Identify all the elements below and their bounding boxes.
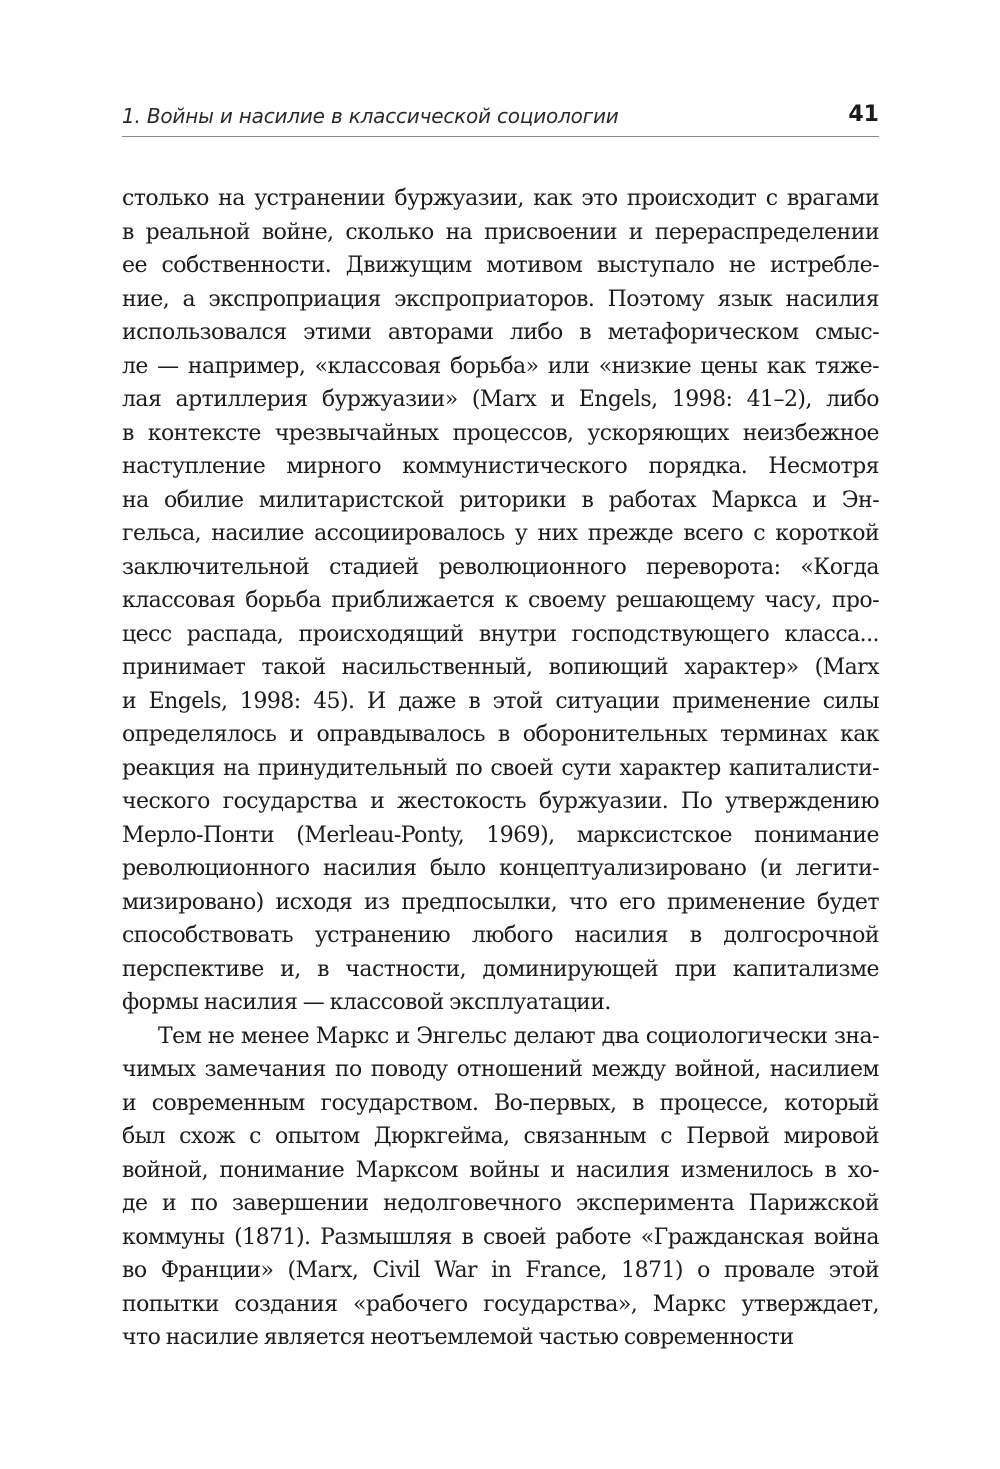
paragraph	[122, 1020, 879, 1355]
text-line: наступление мирного коммунистического порядка. Несмотря	[122, 454, 879, 479]
text-line: Мерло-Понти (Merleau-Ponty, 1969), марксистское понимание	[122, 822, 879, 848]
text-line: и современным государством. Во-первых, в процессе, который	[122, 1090, 879, 1116]
text-line: что насилие является неотъемлемой частью современности	[122, 1325, 794, 1350]
text-line: ческого государства и жестокость буржуазии. По утверждению	[122, 789, 879, 814]
body-text	[122, 182, 879, 1355]
text-line: использовался этими авторами либо в метафорическом смыс-	[122, 320, 879, 345]
text-line: гельса, насилие ассоциировалось у них прежде всего с короткой	[122, 521, 879, 546]
text-line: революционного насилия было концептуализировано (и легити-	[122, 856, 879, 881]
text-line: коммуны (1871). Размышляя в своей работе «Гражданская война	[122, 1224, 879, 1250]
text-line: войной, понимание Марксом войны и насилия изменилось в хо-	[122, 1157, 879, 1183]
text-line: ле — например, «классовая борьба» или «низкие цены как тяже-	[122, 353, 879, 379]
text-line: формы насилия — классовой эксплуатации.	[122, 990, 611, 1015]
text-line: лая артиллерия буржуазии» (Marx и Engels, 1998: 41–2), либо	[122, 387, 879, 412]
text-line: ее собственности. Движущим мотивом выступало не истребле-	[122, 253, 879, 278]
running-header	[122, 100, 879, 137]
text-line: цесс распада, происходящий внутри господствующего класса...	[122, 621, 879, 647]
text-line: мизировано) исходя из предпосылки, что его применение будет	[122, 889, 879, 915]
text-line: перспективе и, в частности, доминирующей при капитализме	[122, 956, 879, 982]
text-line: и Engels, 1998: 45). И даже в этой ситуации применение силы	[122, 688, 879, 714]
text-line: реакция на принудительный по своей сути характер капиталисти-	[122, 755, 879, 781]
text-line: принимает такой насильственный, вопиющий характер» (Marx	[122, 655, 879, 680]
text-line: Тем не менее Маркс и Энгельс делают два социологически зна-	[158, 1023, 879, 1049]
text-line: был схож с опытом Дюркгейма, связанным с Первой мировой	[122, 1124, 879, 1149]
text-line: во Франции» (Marx, Civil War in France, 1871) о провале этой	[122, 1258, 879, 1283]
text-line: способствовать устранению любого насилия в долгосрочной	[122, 923, 879, 948]
text-line: заключительной стадией революционного переворота: «Когда	[122, 554, 879, 580]
text-line: попытки создания «рабочего государства», Маркс утверждает,	[122, 1291, 879, 1317]
chapter-title: 1. Войны и насилие в классической социологии	[122, 104, 619, 128]
text-line: на обилие милитаристской риторики в работах Маркса и Эн-	[122, 487, 879, 513]
text-line: де и по завершении недолговечного эксперимента Парижской	[122, 1191, 879, 1216]
text-line: ние, а экспроприация экспроприаторов. Поэтому язык насилия	[122, 286, 879, 312]
text-line: чимых замечания по поводу отношений между войной, насилием	[122, 1057, 879, 1082]
page-number: 41	[848, 102, 879, 127]
text-line: в реальной войне, сколько на присвоении и перераспределении	[122, 219, 879, 245]
paragraph	[122, 182, 879, 1020]
text-line: столько на устранении буржуазии, как это происходит с врагами	[122, 186, 879, 211]
text-line: классовая борьба приближается к своему решающему часу, про-	[122, 588, 879, 613]
text-line: в контексте чрезвычайных процессов, ускоряющих неизбежное	[122, 420, 879, 446]
text-line: определялось и оправдывалось в оборонительных терминах как	[122, 722, 879, 747]
